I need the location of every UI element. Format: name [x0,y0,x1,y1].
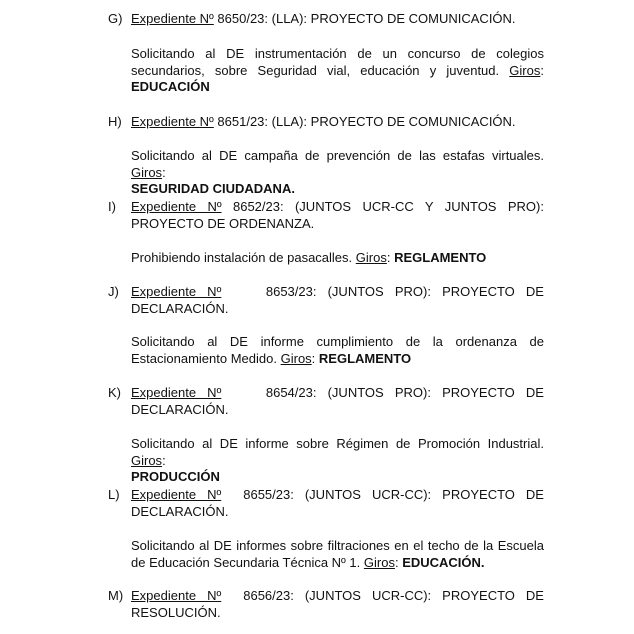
expediente-line: Expediente Nº 8652/23: (JUNTOS UCR-CC Y JUNTOS PRO): [131,199,544,214]
expediente-label: Expediente Nº [131,385,222,400]
description-line: Solicitando al DE informe cumplimiento de la ordenanza de [131,334,544,349]
expediente-detail: 8650/23: (LLA): PROYECTO DE COMUNICACIÓN. [213,11,516,26]
description-line: Prohibiendo instalación de pasacalles. Giros: REGLAMENTO [131,250,487,265]
expediente-heading [131,199,544,232]
giros-label: Giros [363,554,395,570]
expediente-detail: 8651/23: (LLA): PROYECTO DE COMUNICACIÓN. [213,114,516,129]
giro-value: EDUCACIÓN [131,79,210,94]
item-description [131,538,544,571]
expediente-line: RESOLUCIÓN. [131,604,221,620]
expediente-heading [131,11,544,28]
item-letter: K) [108,385,121,400]
expediente-label: Expediente Nº [131,284,222,299]
description-line: secundarios, sobre Seguridad vial, educación y juventud. Giros: [131,62,544,78]
description-line: Solicitando al DE instrumentación de un concurso de colegios [131,46,544,61]
expediente-heading [131,385,544,418]
giro-value: PRODUCCIÓN [131,469,220,484]
expediente-heading [131,284,544,317]
expediente-label: Expediente Nº [131,114,214,129]
description-line: Solicitando al DE informes sobre filtraciones en el techo de la Escuela [131,538,544,553]
expediente-label: Expediente Nº [131,588,222,603]
giro-value: SEGURIDAD CIUDADANA. [131,181,295,196]
expediente-heading [131,114,544,131]
description-line: Estacionamiento Medido. Giros: REGLAMENTO [131,350,412,366]
description-line: Solicitando al DE campaña de prevención de las estafas virtuales. Giros: [131,148,544,180]
expediente-heading [131,588,544,621]
item-letter: L) [108,487,120,502]
expediente-line: PROYECTO DE ORDENANZA. [131,215,315,231]
description-line: Solicitando al DE informe sobre Régimen de Promoción Industrial. Giros: [131,436,544,468]
item-description [131,436,544,486]
expediente-label: Expediente Nº [131,11,214,26]
giros-label: Giros [131,452,163,468]
item-letter: J) [108,284,119,299]
item-description [131,148,544,198]
giro-value: REGLAMENTO [318,350,412,366]
item-letter: G) [108,11,123,26]
expediente-line: Expediente Nº 8653/23: (JUNTOS PRO): PROYECTO DE [131,284,544,299]
giros-label: Giros [355,250,387,265]
expediente-line: DECLARACIÓN. [131,300,229,316]
expediente-line: DECLARACIÓN. [131,401,229,417]
expediente-heading [131,487,544,520]
item-letter: M) [108,588,124,603]
giros-label: Giros [509,62,541,78]
expediente-label: Expediente Nº [131,199,222,214]
expediente-line: Expediente Nº 8656/23: (JUNTOS UCR-CC): PROYECTO DE [131,588,544,603]
expediente-line: DECLARACIÓN. [131,503,229,519]
giro-value: EDUCACIÓN. [402,554,485,570]
item-description [131,250,544,267]
item-letter: I) [108,199,116,214]
description-line: de Educación Secundaria Técnica Nº 1. Giros: EDUCACIÓN. [131,554,485,570]
giro-value: REGLAMENTO [394,250,487,265]
expediente-line: Expediente Nº 8654/23: (JUNTOS PRO): PROYECTO DE [131,385,544,400]
item-description [131,334,544,367]
item-letter: H) [108,114,122,129]
expediente-label: Expediente Nº [131,487,222,502]
expediente-line: Expediente Nº 8655/23: (JUNTOS UCR-CC): PROYECTO DE [131,487,544,502]
item-description [131,46,544,96]
giros-label: Giros [280,350,312,366]
giros-label: Giros [131,164,163,180]
